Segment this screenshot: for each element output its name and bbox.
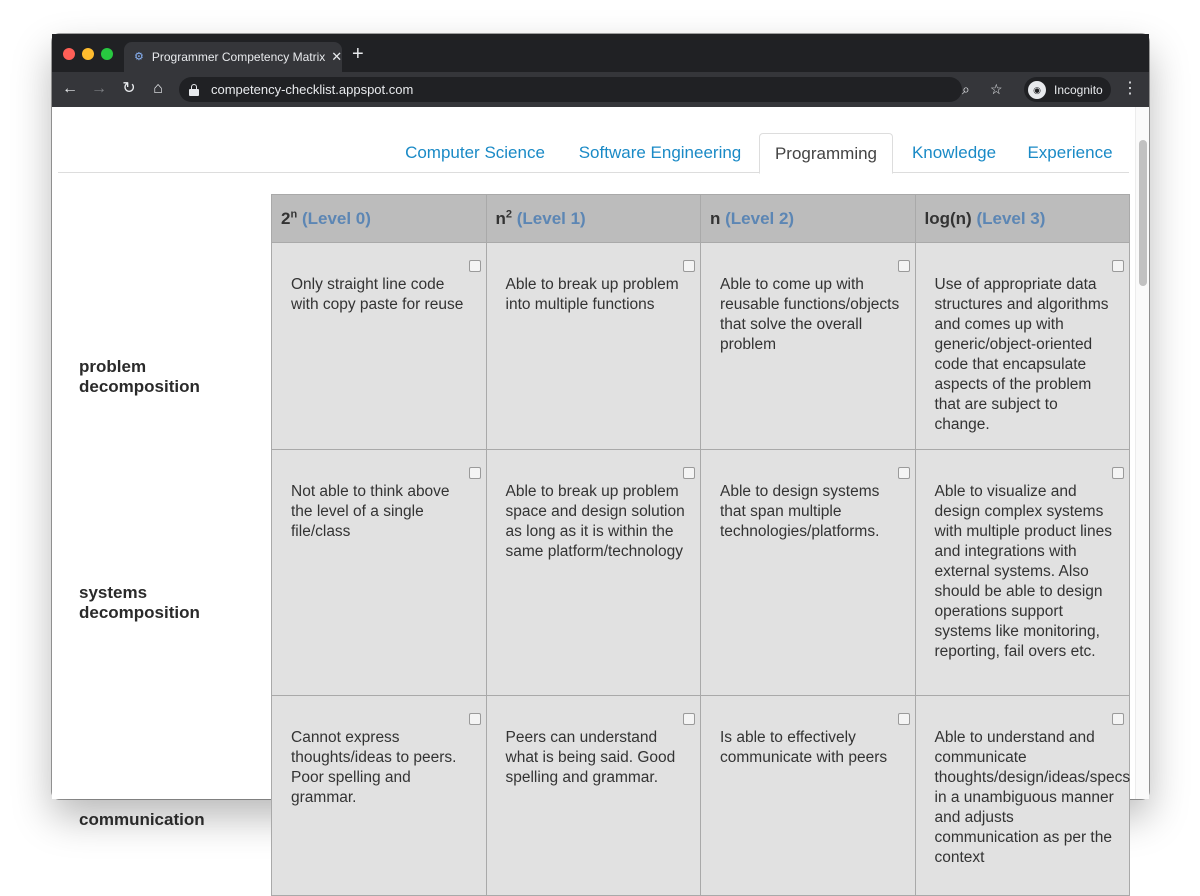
- tab-programming[interactable]: Programming: [759, 133, 893, 174]
- level-checkbox[interactable]: [469, 260, 481, 272]
- back-icon[interactable]: ←: [62, 80, 78, 97]
- column-header-level-1: $n^2$ (Level 1): [486, 195, 701, 243]
- star-icon[interactable]: ☆: [990, 81, 1003, 97]
- level-checkbox[interactable]: [469, 467, 481, 479]
- level-checkbox[interactable]: [1112, 713, 1124, 725]
- profile-label: Incognito: [1054, 82, 1103, 97]
- incognito-icon: ◉: [1028, 81, 1046, 99]
- minimize-window-button[interactable]: [82, 48, 94, 60]
- level-checkbox[interactable]: [898, 713, 910, 725]
- column-header-level-2: n (Level 2): [701, 195, 916, 243]
- level-checkbox[interactable]: [898, 260, 910, 272]
- close-window-button[interactable]: [63, 48, 75, 60]
- matrix-cell: Is able to effectively communicate with peers: [701, 696, 916, 896]
- level-checkbox[interactable]: [469, 713, 481, 725]
- tab-software-engineering[interactable]: Software Engineering: [578, 143, 742, 162]
- tab-title: Programmer Competency Matrix: [151, 50, 326, 64]
- reload-icon[interactable]: ↻: [122, 80, 136, 97]
- browser-window: [52, 34, 1149, 866]
- zoom-icon[interactable]: ⌕: [962, 81, 970, 97]
- browser-tab[interactable]: [124, 42, 342, 72]
- matrix-cell: Cannot express thoughts/ideas to peers. Poor spelling and grammar.: [272, 696, 487, 896]
- matrix-cell: Able to understand and communicate thoughts/design/ideas/specs in a unambiguous manner and adjusts communication as per the context: [915, 696, 1130, 896]
- row-label-problem-decomposition: problem decomposition: [79, 357, 200, 396]
- matrix-cell: Able to visualize and design complex systems with multiple product lines and integrations with external systems. Also should be able to design operations support systems like monitoring, reporting, fail overs etc.: [915, 450, 1130, 696]
- tab-computer-science[interactable]: Computer Science: [405, 143, 545, 162]
- browser-toolbar: [52, 72, 1149, 107]
- address-bar[interactable]: [179, 77, 1003, 102]
- forward-icon[interactable]: →: [91, 80, 107, 97]
- level-checkbox[interactable]: [898, 467, 910, 479]
- column-header-level-0: 2$^n$ (Level 0): [272, 195, 487, 243]
- matrix-cell: Able to come up with reusable functions/objects that solve the overall problem: [701, 243, 916, 450]
- home-icon[interactable]: ⌂: [153, 80, 163, 97]
- matrix-cell: Able to design systems that span multiple technologies/platforms.: [701, 450, 916, 696]
- favicon-icon: ⚙: [134, 51, 144, 63]
- section-tabs: [58, 133, 1129, 173]
- table-row: [272, 696, 1130, 896]
- scroll-thumb[interactable]: [1139, 140, 1147, 286]
- level-checkbox[interactable]: [683, 260, 695, 272]
- page-scrollbar[interactable]: [1135, 107, 1149, 799]
- tab-experience[interactable]: Experience: [1027, 143, 1113, 162]
- matrix-cell: Able to break up problem space and design solution as long as it is within the same platform/technology: [486, 450, 701, 696]
- competency-matrix: [271, 194, 1130, 896]
- profile-button[interactable]: [1024, 77, 1111, 102]
- tab-strip: [52, 34, 1149, 72]
- table-row: [272, 450, 1130, 696]
- menu-icon[interactable]: ⋮: [1122, 80, 1138, 97]
- matrix-cell: Able to break up problem into multiple functions: [486, 243, 701, 450]
- level-checkbox[interactable]: [683, 467, 695, 479]
- level-checkbox[interactable]: [683, 713, 695, 725]
- plus-icon[interactable]: +: [352, 43, 364, 65]
- column-header-level-3: log(n) (Level 3): [915, 195, 1130, 243]
- url-text[interactable]: competency-checklist.appspot.com: [211, 82, 414, 97]
- maximize-window-button[interactable]: [101, 48, 113, 60]
- lock-icon[interactable]: [189, 84, 199, 96]
- table-row: [272, 243, 1130, 450]
- level-checkbox[interactable]: [1112, 260, 1124, 272]
- matrix-cell: Use of appropriate data structures and algorithms and comes up with generic/object-oriented code that encapsulate aspects of the problem that are subject to change.: [915, 243, 1130, 450]
- tab-knowledge[interactable]: Knowledge: [911, 143, 997, 162]
- page-content: [52, 107, 1149, 866]
- matrix-cell: Peers can understand what is being said. Good spelling and grammar.: [486, 696, 701, 896]
- matrix-cell: Not able to think above the level of a single file/class: [272, 450, 487, 696]
- level-checkbox[interactable]: [1112, 467, 1124, 479]
- close-icon[interactable]: ✕: [331, 49, 343, 64]
- row-label-communication: communication: [79, 810, 205, 829]
- row-label-systems-decomposition: systems decomposition: [79, 583, 200, 622]
- matrix-cell: Only straight line code with copy paste for reuse: [272, 243, 487, 450]
